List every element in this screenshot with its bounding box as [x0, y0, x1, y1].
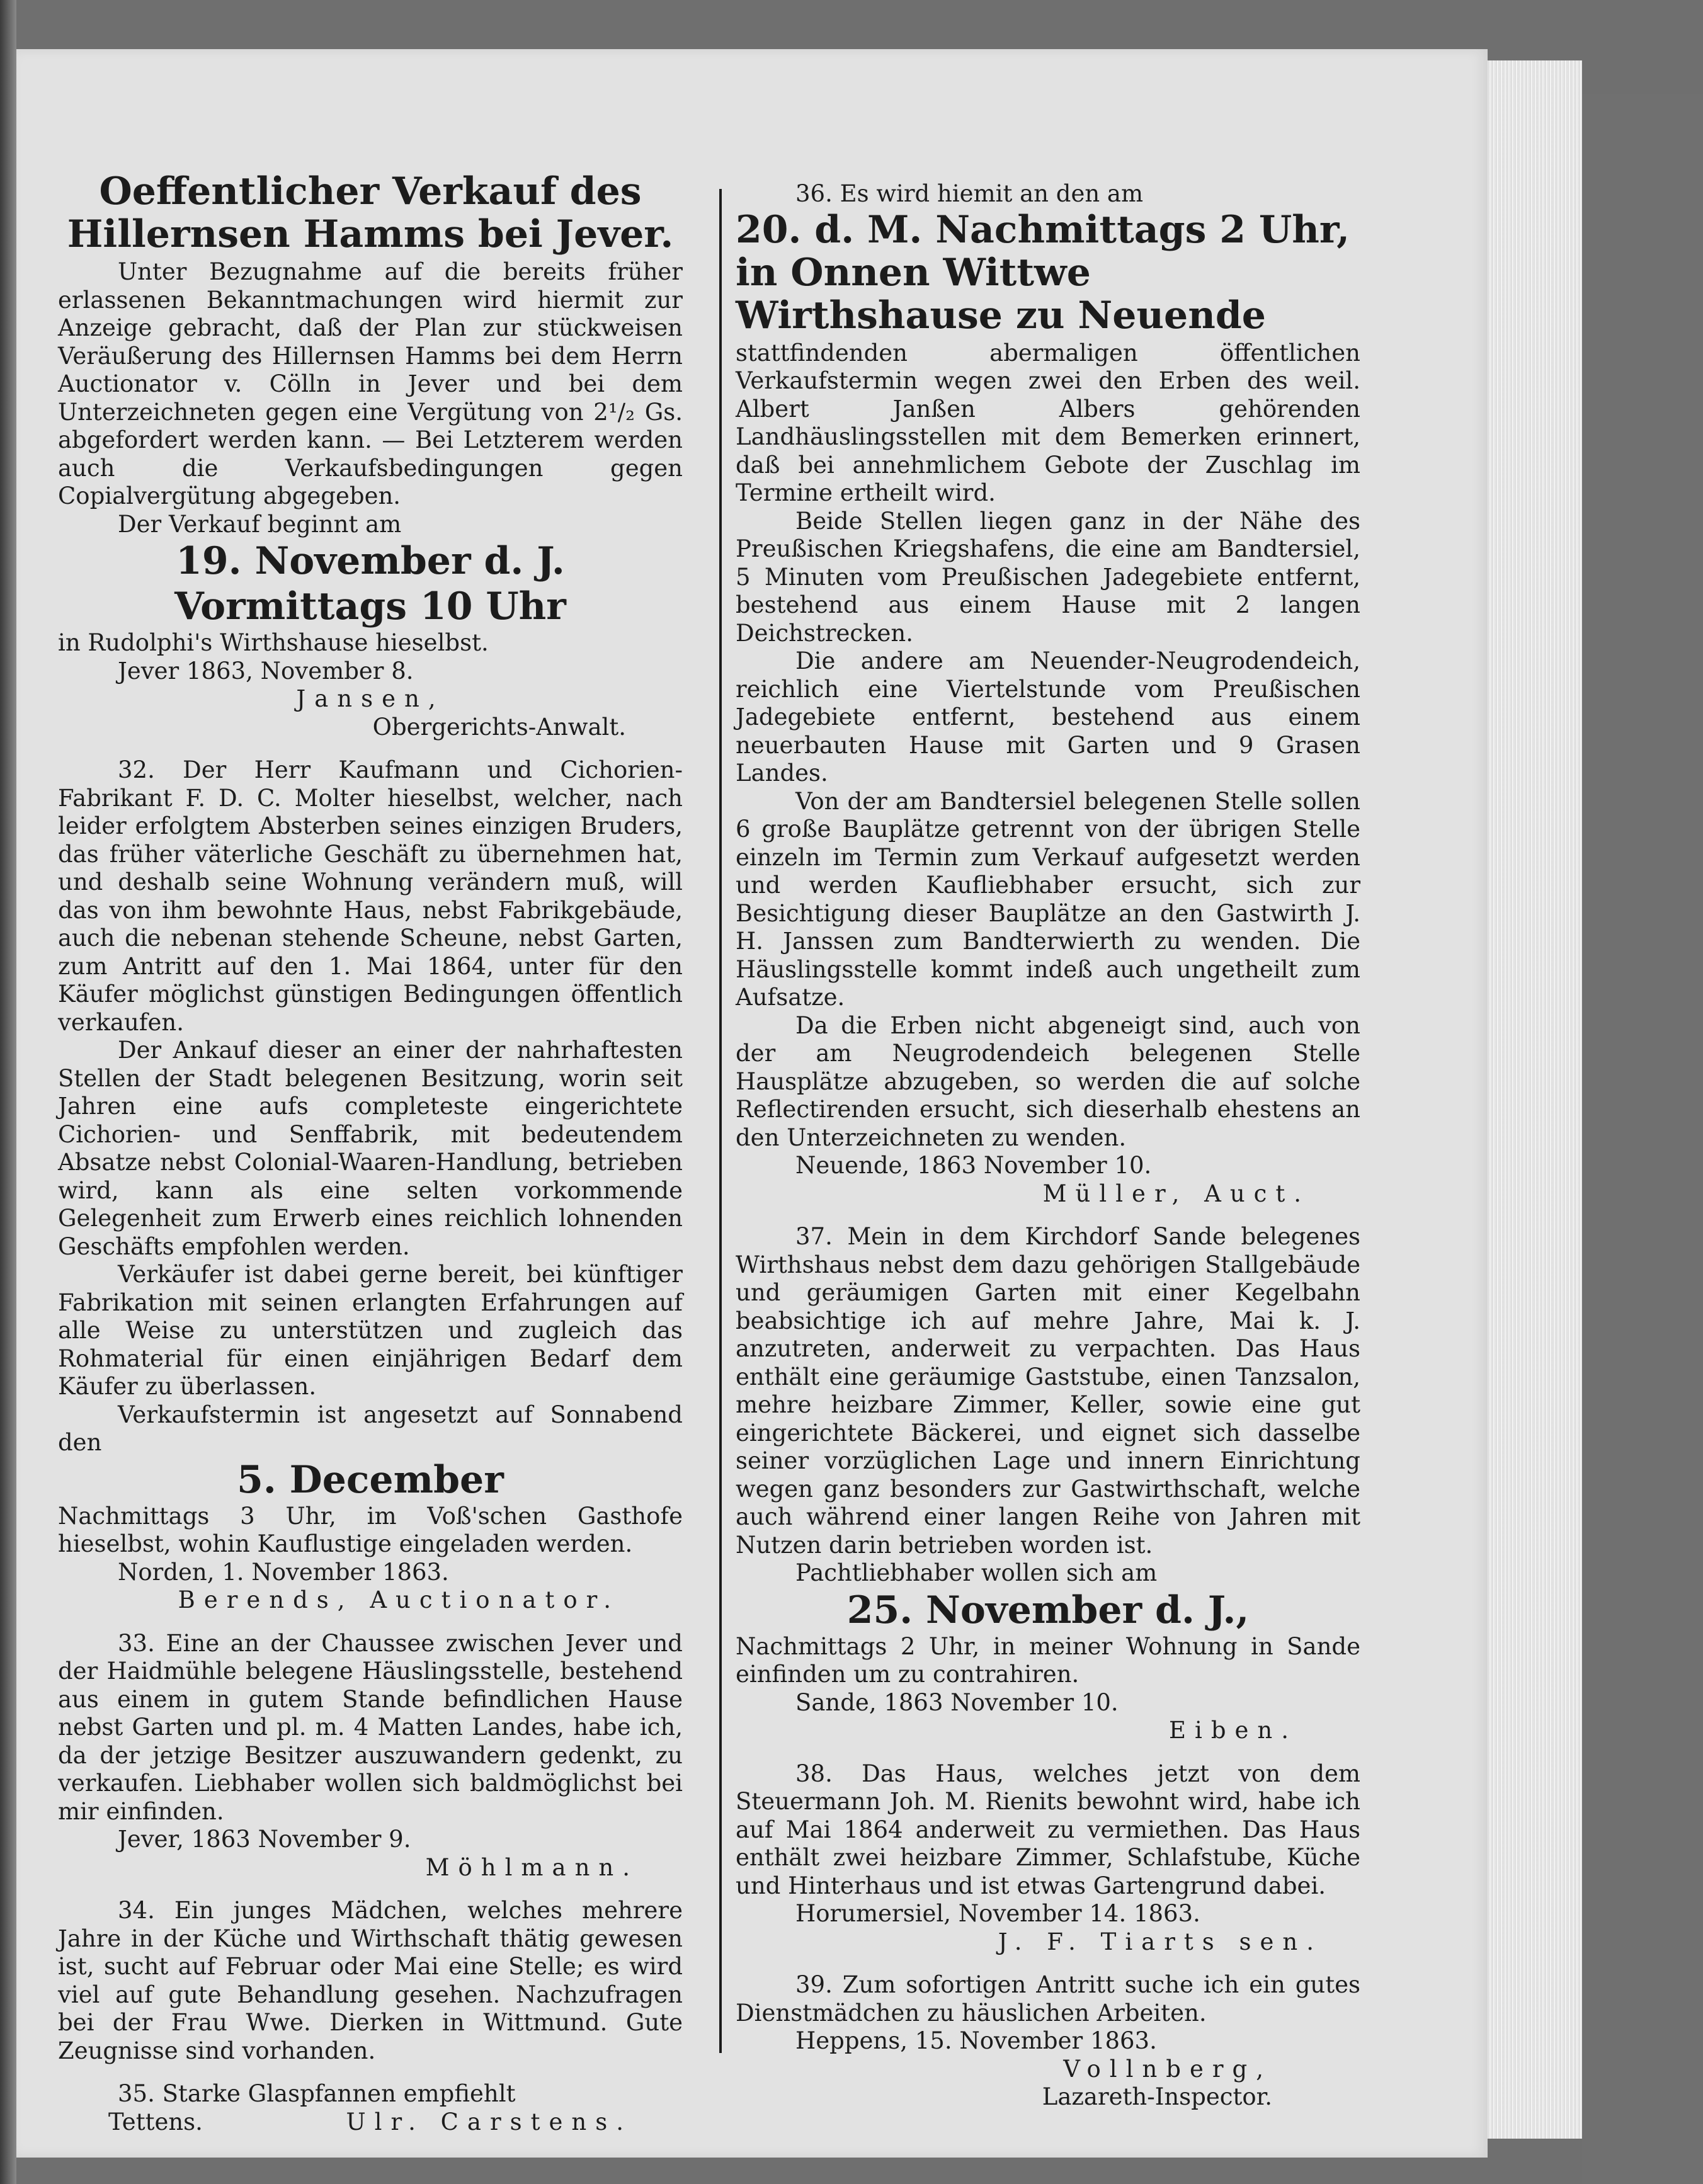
ad33-body: 33. Eine an der Chaussee zwischen Jever und der Haidmühle belegene Häuslingsstelle, bestehend aus einem in gutem Stande befindlichen Hause nebst Garten und pl. m. 4 Matten Landes, habe ich, da der jetzige Besitzer auszuwandern gedenkt, zu verkaufen. Liebhaber wollen sich baldmöglichst bei mir einfinden. — [58, 1629, 683, 1825]
ad37-signer: Eiben. — [1168, 1717, 1297, 1744]
ad37-body: 37. Mein in dem Kirchdorf Sande belegenes Wirthshaus nebst dem dazu gehörigen Stallgebäude und geräumigen Garten mit einer Kegelbahn beabsichtige ich auf mehre Jahre, Mai k. J. anzutreten, anderweit zu verpachten. Das Haus enthält eine geräumige Gaststube, einen Tanzsalon, mehre heizbare Zimmer, Keller, sowie eine gut eingerichtete Bäckerei, und eignet sich dasselbe seiner vorzüglichen Lage und innern Einrichtung wegen ganz besonders zur Gastwirthschaft, welche auch während einer langen Reihe von Jahren mit Nutzen darin betrieben worden ist. — [736, 1223, 1360, 1559]
column-divider — [719, 189, 722, 2053]
ad36-intro: 36. Es wird hiemit an den am — [795, 180, 1144, 207]
ad38-dateline: Horumersiel, November 14. 1863. — [795, 1900, 1200, 1927]
ad36-paragraph-1: stattfindenden abermaligen öffentlichen Verkaufstermin wegen zwei den Erben des weil. Albert Janßen Albers gehörenden Landhäuslingsstellen mit dem Bemerken erinnert, daß bei annehmlichem Gebote der Zuschlag im Termine ertheilt wird. — [736, 339, 1360, 506]
ad39-dateline: Heppens, 15. November 1863. — [795, 2027, 1157, 2054]
ad32-paragraph-1: 32. Der Herr Kaufmann und Cichorien-Fabrikant F. D. C. Molter hieselbst, welcher, nach leider erfolgtem Absterben seines einzigen Bruders, das früher väterliche Geschäft zu übernehmen hat, und deshalb seine Wohnung verändern muß, will das von ihm bewohnte Haus, nebst Fabrikgebäude, auch die nebenan stehende Scheune, nebst Garten, zum Antritt auf den 1. Mai 1864, unter für den Käufer möglichst günstigen Bedingungen öffentlich verkaufen. — [58, 756, 683, 1036]
ad36-dateline: Neuende, 1863 November 10. — [795, 1152, 1152, 1179]
ad38-body: 38. Das Haus, welches jetzt von dem Steuermann Joh. M. Rienits bewohnt wird, habe ich auf Mai 1864 anderweit zu vermiethen. Das Haus enthält zwei heizbare Zimmer, Schlafstube, Küche und Hinterhaus und ist etwas Gartengrund dabei. — [736, 1760, 1360, 1899]
ad34-body: 34. Ein junges Mädchen, welches mehrere Jahre in der Küche und Wirthschaft thätig gewesen ist, sucht auf Februar oder Mai eine Stelle; es wird viel auf gute Behandlung gesehen. Nachzufragen bei der Frau Wwe. Dierken in Wittmund. Gute Zeugnisse sind vorhanden. — [58, 1897, 683, 2064]
ad1-begins: Der Verkauf beginnt am — [118, 510, 402, 538]
book-page-edges — [1488, 60, 1582, 2139]
ad35-signer: Ulr. Carstens. — [346, 2108, 632, 2136]
ad33-dateline: Jever, 1863 November 9. — [118, 1826, 411, 1853]
ad1-dateline: Jever 1863, November 8. — [118, 657, 414, 685]
ad-title: Oeffentlicher Verkauf des Hillernsen Hamms bei Jever. — [67, 169, 674, 256]
ad32-paragraph-3: Verkäufer ist dabei gerne bereit, bei künftiger Fabrikation mit seinen erlangten Erfahrungen auf alle Weise zu unterstützen und zugleich das Rohmaterial für einen einjährigen Bedarf dem Käufer zu überlassen. — [58, 1261, 683, 1400]
right-column — [736, 180, 1360, 2112]
ad37-paragraph-3: Nachmittags 2 Uhr, in meiner Wohnung in Sande einfinden um zu contrahiren. — [736, 1632, 1360, 1688]
ad35-signature-row — [58, 2108, 683, 2137]
ad32-date: 5. December — [237, 1457, 504, 1502]
ad37-paragraph-2: Pachtliebhaber wollen sich am — [795, 1559, 1158, 1586]
ad39-signer-title: Lazareth-Inspector. — [1042, 2083, 1272, 2110]
ad36-paragraph-3: Die andere am Neuender-Neugrodendeich, reichlich eine Viertelstunde vom Preußischen Jadegebiete entfernt, bestehend aus einem neuerbauten Hause mit Garten und 9 Grasen Landes. — [736, 647, 1360, 787]
ad36-heading: 20. d. M. Nachmittags 2 Uhr, in Onnen Wittwe Wirthshause zu Neuende — [736, 207, 1350, 338]
ad39-signer: Vollnberg, — [1063, 2055, 1272, 2083]
ad1-date: 19. November d. J. — [176, 539, 565, 583]
ad32-dateline: Norden, 1. November 1863. — [118, 1558, 449, 1586]
ad32-paragraph-5: Nachmittags 3 Uhr, im Voß'schen Gasthofe hieselbst, wohin Kauflustige eingeladen werden. — [58, 1502, 683, 1557]
ad1-time: Vormittags 10 Uhr — [174, 584, 566, 628]
ad36-paragraph-5: Da die Erben nicht abgeneigt sind, auch von der am Neugrodendeich belegenen Stelle Hausplätze abzugeben, so werden die auf solche Reflectirenden ersucht, sich dieserhalb ehestens an den Unterzeichneten zu wenden. — [736, 1011, 1360, 1151]
ad1-signer-title: Obergerichts-Anwalt. — [372, 713, 626, 741]
ad1-signer: Jansen, — [296, 685, 445, 712]
ad37-dateline: Sande, 1863 November 10. — [795, 1688, 1119, 1716]
left-column — [58, 170, 683, 2136]
ad38-signer: J. F. Tiarts sen. — [998, 1928, 1323, 1955]
ad33-signer: Möhlmann. — [425, 1853, 639, 1881]
book-cover-edge — [1582, 94, 1703, 2184]
ad36-signer: Müller, Auct. — [1042, 1180, 1310, 1207]
ad36-paragraph-4: Von der am Bandtersiel belegenen Stelle sollen 6 große Bauplätze getrennt von der übrigen Stelle einzeln im Termin zum Verkauf aufgesetzt werden und werden Kaufliebhaber ersucht, sich zur Besichtigung dieser Bauplätze an den Gastwirth J. H. Janssen zum Bandterwierth zu wenden. Die Häuslingsstelle kommt indeß auch ungetheilt zum Aufsatze. — [736, 787, 1360, 1011]
ad1-body: Unter Bezugnahme auf die bereits früher erlassenen Bekanntmachungen wird hiermit zur Anzeige gebracht, daß der Plan zur stückweisen Veräußerung des Hillernsen Hamms bei dem Herrn Auctionator v. Cölln in Jever und bei dem Unterzeichneten gegen eine Vergütung von 2¹/₂ Gs. abgefordert werden kann. — Bei Letzterem werden auch die Verkaufsbedingungen gegen Copialvergütung abgegeben. — [58, 258, 683, 509]
ad36-paragraph-2: Beide Stellen liegen ganz in der Nähe des Preußischen Kriegshafens, die eine am Bandtersiel, 5 Minuten vom Preußischen Jadegebiete entfernt, bestehend aus einem Hause mit 2 langen Deichstrecken. — [736, 507, 1360, 647]
ad35-place: Tettens. — [108, 2108, 203, 2136]
ad32-signer: Berends, Auctionator. — [178, 1586, 620, 1613]
ad32-paragraph-2: Der Ankauf dieser an einer der nahrhaftesten Stellen der Stadt belegenen Besitzung, worin seit Jahren eine aufs completeste eingerichtete Cichorien- und Senffabrik, mit bedeutendem Absatze nebst Colonial-Waaren-Handlung, betrieben wird, kann als eine selten vorkommende Gelegenheit zum Erwerb eines reichlich lohnenden Geschäfts empfohlen werden. — [58, 1037, 683, 1260]
ad1-place: in Rudolphi's Wirthshause hieselbst. — [58, 629, 489, 656]
ad35-body: 35. Starke Glaspfannen empfiehlt — [118, 2080, 516, 2107]
ad39-body: 39. Zum sofortigen Antritt suche ich ein gutes Dienstmädchen zu häuslichen Arbeiten. — [736, 1971, 1360, 2027]
ad37-date: 25. November d. J., — [846, 1588, 1250, 1632]
ad32-paragraph-4: Verkaufstermin ist angesetzt auf Sonnabend den — [58, 1401, 683, 1456]
adjacent-page-edge — [0, 0, 16, 2184]
